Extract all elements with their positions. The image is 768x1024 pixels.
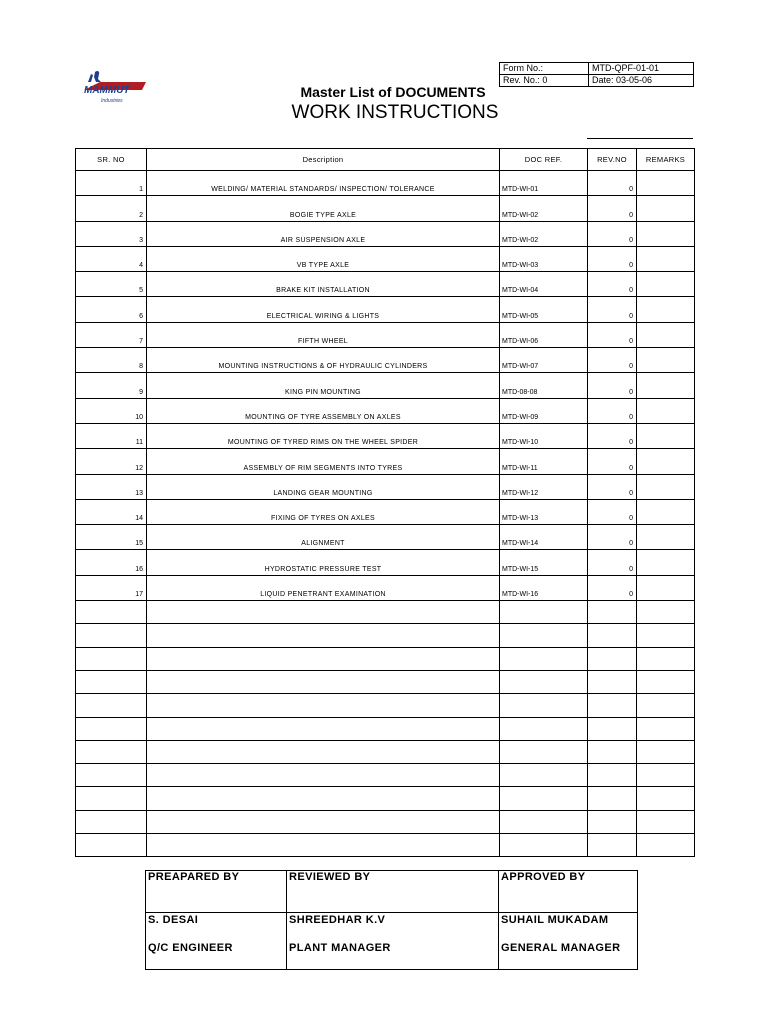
rev-no-cell: 0 — [588, 322, 637, 347]
empty-cell — [147, 787, 500, 810]
description-cell: WELDING/ MATERIAL STANDARDS/ INSPECTION/ TOLERANCE — [147, 171, 500, 196]
rev-no-cell: 0 — [588, 575, 637, 600]
empty-cell — [637, 764, 695, 787]
doc-ref-cell: MTD-WI-01 — [500, 171, 588, 196]
prepared-by-label: PREAPARED BY — [146, 871, 287, 913]
doc-ref-cell: MTD-WI-03 — [500, 246, 588, 271]
remarks-cell — [637, 322, 695, 347]
description-cell: MOUNTING OF TYRE ASSEMBLY ON AXLES — [147, 398, 500, 423]
remarks-cell — [637, 398, 695, 423]
description-cell: FIXING OF TYRES ON AXLES — [147, 499, 500, 524]
rev-no-cell: 0 — [588, 423, 637, 448]
empty-cell — [637, 601, 695, 624]
empty-cell — [500, 601, 588, 624]
empty-cell — [637, 717, 695, 740]
empty-cell — [637, 647, 695, 670]
empty-cell — [500, 694, 588, 717]
sr-cell: 10 — [76, 398, 147, 423]
empty-cell — [500, 624, 588, 647]
reviewed-by-label: REVIEWED BY — [287, 871, 499, 913]
remarks-cell — [637, 297, 695, 322]
sr-cell: 14 — [76, 499, 147, 524]
documents-table — [75, 148, 695, 857]
description-cell: KING PIN MOUNTING — [147, 373, 500, 398]
empty-cell — [147, 834, 500, 857]
rev-no-cell: 0 — [588, 398, 637, 423]
blank-table-row — [76, 740, 695, 763]
remarks-cell — [637, 272, 695, 297]
table-row — [76, 297, 695, 322]
empty-cell — [500, 834, 588, 857]
rev-no-cell: 0 — [588, 272, 637, 297]
empty-cell — [588, 670, 637, 693]
doc-ref-cell: MTD-WI-14 — [500, 525, 588, 550]
table-row — [76, 373, 695, 398]
logo-wordmark: MAMMUT — [84, 85, 130, 96]
description-cell: MOUNTING INSTRUCTIONS & OF HYDRAULIC CYLINDERS — [147, 348, 500, 373]
blank-table-row — [76, 694, 695, 717]
table-row — [76, 221, 695, 246]
document-title: Master List of DOCUMENTS — [300, 84, 486, 100]
description-cell: ALIGNMENT — [147, 525, 500, 550]
remarks-cell — [637, 575, 695, 600]
sr-cell: 4 — [76, 246, 147, 271]
reviewed-by-title: PLANT MANAGER — [289, 942, 391, 954]
doc-ref-cell: MTD-WI-16 — [500, 575, 588, 600]
blank-table-row — [76, 834, 695, 857]
approved-by-cell — [499, 913, 638, 970]
blank-table-row — [76, 810, 695, 833]
empty-cell — [147, 717, 500, 740]
table-row — [76, 322, 695, 347]
doc-ref-cell: MTD-WI-05 — [500, 297, 588, 322]
sr-cell: 3 — [76, 221, 147, 246]
description-cell: ASSEMBLY OF RIM SEGMENTS INTO TYRES — [147, 449, 500, 474]
empty-cell — [500, 670, 588, 693]
empty-cell — [588, 624, 637, 647]
rev-no-cell: 0 — [588, 499, 637, 524]
rev-no-cell: 0 — [588, 221, 637, 246]
table-row — [76, 550, 695, 575]
doc-ref-cell: MTD-WI-04 — [500, 272, 588, 297]
sr-cell: 11 — [76, 423, 147, 448]
table-row — [76, 575, 695, 600]
remarks-cell — [637, 499, 695, 524]
remarks-cell — [637, 196, 695, 221]
prepared-by-title: Q/C ENGINEER — [148, 942, 233, 954]
doc-ref-cell: MTD-WI-15 — [500, 550, 588, 575]
rev-no-cell: 0 — [588, 550, 637, 575]
rev-no-cell: 0 — [588, 196, 637, 221]
empty-cell — [588, 787, 637, 810]
blank-table-row — [76, 624, 695, 647]
date-label: Date: 03-05-06 — [589, 75, 694, 87]
prepared-by-name: S. DESAI — [148, 914, 199, 926]
table-row — [76, 348, 695, 373]
doc-ref-cell: MTD-WI-12 — [500, 474, 588, 499]
empty-cell — [76, 601, 147, 624]
empty-cell — [588, 834, 637, 857]
empty-cell — [588, 717, 637, 740]
rev-no-cell: 0 — [588, 171, 637, 196]
reviewed-by-cell — [287, 913, 499, 970]
rev-no-cell: 0 — [588, 525, 637, 550]
blank-table-row — [76, 717, 695, 740]
doc-ref-cell: MTD-WI-07 — [500, 348, 588, 373]
doc-ref-cell: MTD-WI-13 — [500, 499, 588, 524]
table-row — [76, 196, 695, 221]
blank-table-row — [76, 647, 695, 670]
empty-cell — [76, 670, 147, 693]
sr-cell: 13 — [76, 474, 147, 499]
rev-no-cell: 0 — [588, 373, 637, 398]
approved-by-label: APPROVED BY — [499, 871, 638, 913]
blank-table-row — [76, 764, 695, 787]
description-cell: LANDING GEAR MOUNTING — [147, 474, 500, 499]
rev-no-cell: 0 — [588, 474, 637, 499]
description-cell: AIR SUSPENSION AXLE — [147, 221, 500, 246]
empty-cell — [147, 740, 500, 763]
description-cell: FIFTH WHEEL — [147, 322, 500, 347]
empty-cell — [76, 717, 147, 740]
remarks-cell — [637, 246, 695, 271]
empty-cell — [76, 740, 147, 763]
sr-cell: 9 — [76, 373, 147, 398]
description-cell: BRAKE KIT INSTALLATION — [147, 272, 500, 297]
table-row — [76, 272, 695, 297]
logo-subtext: Industries — [101, 98, 123, 104]
remarks-cell — [637, 221, 695, 246]
empty-cell — [500, 810, 588, 833]
sr-cell: 5 — [76, 272, 147, 297]
empty-cell — [588, 601, 637, 624]
sr-cell: 8 — [76, 348, 147, 373]
table-row — [76, 499, 695, 524]
empty-cell — [637, 810, 695, 833]
remarks-cell — [637, 449, 695, 474]
empty-cell — [637, 740, 695, 763]
description-cell: BOGIE TYPE AXLE — [147, 196, 500, 221]
empty-cell — [637, 834, 695, 857]
doc-ref-cell: MTD-WI-10 — [500, 423, 588, 448]
table-row — [76, 423, 695, 448]
empty-cell — [588, 694, 637, 717]
empty-cell — [588, 647, 637, 670]
sr-cell: 16 — [76, 550, 147, 575]
table-row — [76, 171, 695, 196]
empty-cell — [500, 787, 588, 810]
empty-cell — [76, 624, 147, 647]
sr-cell: 12 — [76, 449, 147, 474]
empty-cell — [500, 717, 588, 740]
description-cell: HYDROSTATIC PRESSURE TEST — [147, 550, 500, 575]
empty-cell — [76, 764, 147, 787]
header-rev-no: REV.NO — [588, 149, 637, 171]
header-doc-ref: DOC REF. — [500, 149, 588, 171]
form-no-value: MTD-QPF-01-01 — [589, 63, 694, 75]
blank-table-row — [76, 670, 695, 693]
header-remarks: REMARKS — [637, 149, 695, 171]
table-row — [76, 525, 695, 550]
empty-cell — [76, 834, 147, 857]
header-sr-no: SR. NO — [76, 149, 147, 171]
description-cell: MOUNTING OF TYRED RIMS ON THE WHEEL SPIDER — [147, 423, 500, 448]
doc-ref-cell: MTD-WI-02 — [500, 196, 588, 221]
reviewed-by-name: SHREEDHAR K.V — [289, 914, 386, 926]
doc-ref-cell: MTD-WI-06 — [500, 322, 588, 347]
sr-cell: 2 — [76, 196, 147, 221]
empty-cell — [637, 787, 695, 810]
remarks-cell — [637, 423, 695, 448]
rev-no-cell: 0 — [588, 246, 637, 271]
empty-cell — [588, 810, 637, 833]
document-subtitle: WORK INSTRUCTIONS — [291, 102, 499, 123]
remarks-cell — [637, 348, 695, 373]
doc-ref-cell: MTD-08-08 — [500, 373, 588, 398]
remarks-cell — [637, 525, 695, 550]
empty-cell — [637, 694, 695, 717]
remarks-cell — [637, 474, 695, 499]
description-cell: ELECTRICAL WIRING & LIGHTS — [147, 297, 500, 322]
sr-cell: 15 — [76, 525, 147, 550]
form-no-label: Form No.: — [500, 63, 589, 75]
table-header-row — [76, 149, 695, 171]
remarks-cell — [637, 373, 695, 398]
doc-ref-cell: MTD-WI-11 — [500, 449, 588, 474]
empty-cell — [637, 670, 695, 693]
rev-no-label: Rev. No.: 0 — [500, 75, 589, 87]
empty-cell — [147, 810, 500, 833]
empty-cell — [76, 647, 147, 670]
sr-cell: 6 — [76, 297, 147, 322]
approved-by-name: SUHAIL MUKADAM — [501, 914, 609, 926]
empty-cell — [637, 624, 695, 647]
approved-by-title: GENERAL MANAGER — [501, 942, 621, 954]
empty-cell — [500, 740, 588, 763]
empty-cell — [147, 694, 500, 717]
blank-table-row — [76, 601, 695, 624]
empty-cell — [76, 694, 147, 717]
empty-cell — [147, 601, 500, 624]
signature-table — [145, 870, 638, 970]
table-row — [76, 398, 695, 423]
empty-cell — [147, 647, 500, 670]
empty-cell — [147, 764, 500, 787]
empty-cell — [588, 740, 637, 763]
remarks-cell — [637, 171, 695, 196]
empty-cell — [76, 810, 147, 833]
rev-no-cell: 0 — [588, 348, 637, 373]
empty-cell — [147, 670, 500, 693]
rev-no-cell: 0 — [588, 449, 637, 474]
description-cell: LIQUID PENETRANT EXAMINATION — [147, 575, 500, 600]
remarks-cell — [637, 550, 695, 575]
empty-cell — [147, 624, 500, 647]
description-cell: VB TYPE AXLE — [147, 246, 500, 271]
signature-line — [587, 138, 693, 139]
sr-cell: 1 — [76, 171, 147, 196]
table-row — [76, 449, 695, 474]
sr-cell: 17 — [76, 575, 147, 600]
table-row — [76, 246, 695, 271]
table-row — [76, 474, 695, 499]
doc-ref-cell: MTD-WI-09 — [500, 398, 588, 423]
empty-cell — [500, 647, 588, 670]
blank-table-row — [76, 787, 695, 810]
sr-cell: 7 — [76, 322, 147, 347]
header-description: Description — [147, 149, 500, 171]
rev-no-cell: 0 — [588, 297, 637, 322]
empty-cell — [588, 764, 637, 787]
empty-cell — [500, 764, 588, 787]
doc-ref-cell: MTD-WI-02 — [500, 221, 588, 246]
empty-cell — [76, 787, 147, 810]
prepared-by-cell — [146, 913, 287, 970]
